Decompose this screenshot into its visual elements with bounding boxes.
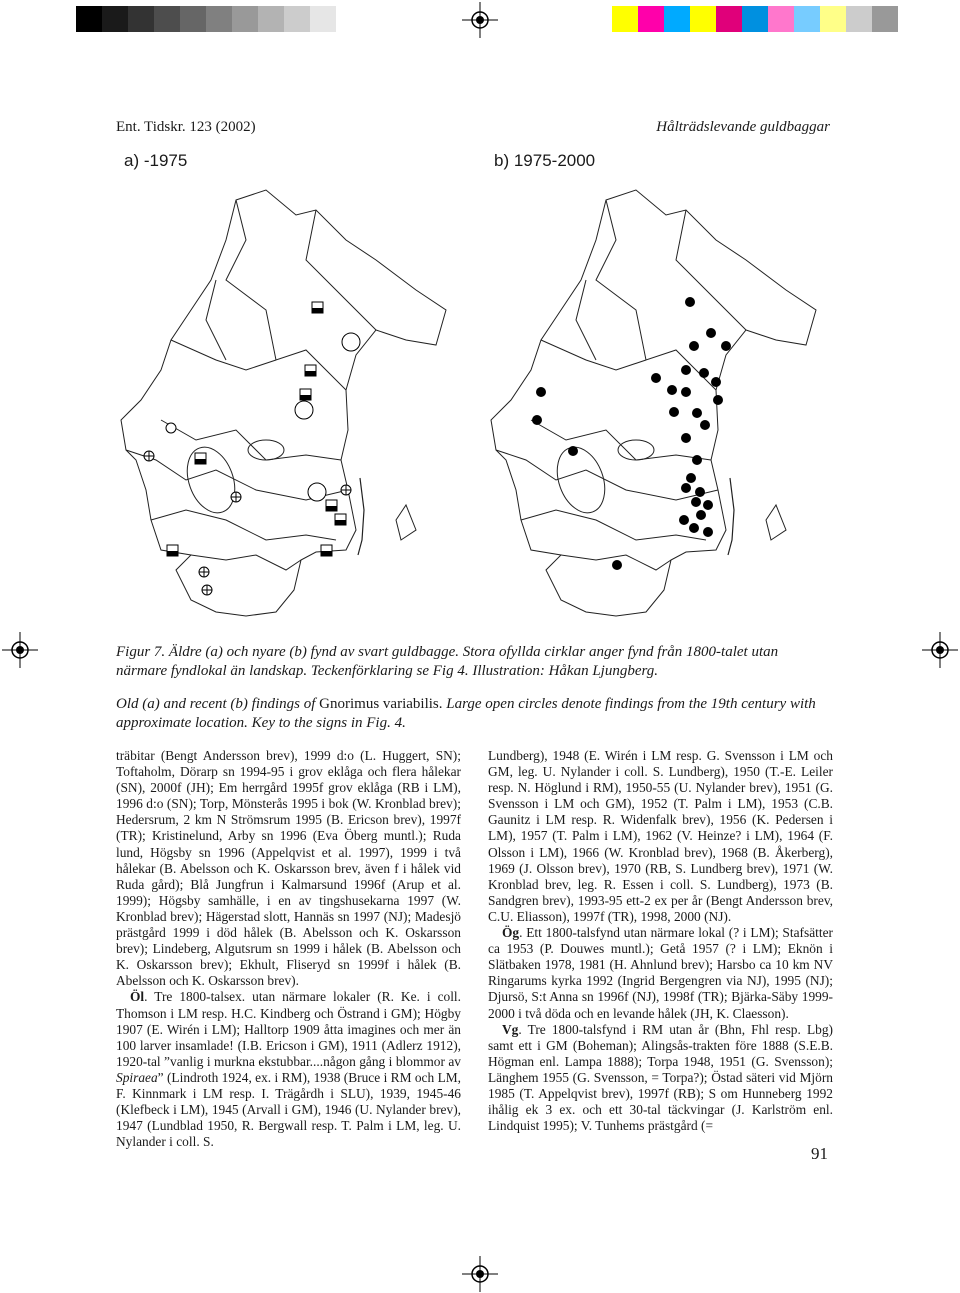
right-paragraph-3 bbox=[488, 1022, 833, 1135]
caption-en-pre: Old (a) and recent (b) findings of bbox=[116, 696, 320, 712]
left-p2-tail: ” (Lindroth 1924, ex. i RM), 1938 (Bruce i RM och LM, F. Kinnmark i LM resp. I. Trägårdh i SLU), 1939, 1945-46 (Klefbeck i LM), 1945 (Arvall i GM), 1946 (U. Nylander brev), 1947 (Lundblad 1950, R. Bergwall resp. T. Palm i LM, leg. U. Nylander i coll. S. bbox=[116, 1069, 461, 1150]
marker-filled-circle bbox=[685, 297, 695, 307]
page-number: 91 bbox=[811, 1144, 828, 1163]
left-paragraph-1: träbitar (Bengt Andersson brev), 1999 d:o (L. Huggert, SN); Toftaholm, Dörarp sn 1994-95 i grov eklåga och flera hålekar (SN), 2000f (JH); Em herrgård 1995f grov eklåga (RB i LM), 1996 d:o (SN); Torp, Mönsterås 1995 i bok (W. Kronblad brev); Hedersrum, 2 km N Strömsrum 1995 (B. Ericson brev), 1997f (TR); Kristinelund, Arby sn 1996 (Eva Öberg muntl.); Ruda lund, Högsby sn 1996 (Appelqvist et al. 1997), 1999 i två hålekar (B. Abelsson och K. Oskarsson brev, även f i hålek vid Ruda gård); Blå Jungfrun i Kalmarsund 1996f (Arup et al. 1999); Högsby samhälle, i en av tingshusekarna 1997 (W. Kronblad brev); Hägerstad slott, Hannäs sn 1997 (NJ); Madesjö prästgård 1999 i död hålek (B. Abelsson och K. Oskarsson brev); Lindeberg, Algutsrum sn 1999 i hålek (B. Abelsson och K. Oskarsson brev); Ekhult, Fliseryd sn 1999f i hålek (B. Abelsson och K. Oskarsson brev). bbox=[116, 748, 461, 989]
registration-mark-left-icon bbox=[2, 632, 38, 668]
color-registration-bar bbox=[612, 6, 898, 32]
province-oland: Öl bbox=[130, 989, 145, 1005]
caption-en-post: Large open circles denote findings from the 19th century with approximate location. Key to the signs in Fig. 4. bbox=[116, 696, 816, 731]
map-a-southern-sweden bbox=[116, 160, 456, 640]
article-running-title: Hålträdslevande guldbaggar bbox=[656, 119, 830, 135]
registration-mark-bottom-icon bbox=[462, 1256, 498, 1292]
map-b-southern-sweden bbox=[486, 160, 826, 640]
figure-caption-english bbox=[116, 695, 830, 733]
marker-large-open-circle bbox=[342, 333, 360, 351]
map-a-label: a) -1975 bbox=[124, 151, 188, 170]
grayscale-registration-bar bbox=[76, 6, 336, 32]
right-p3-text: . Tre 1800-talsfynd i RM utan år (Bhn, Fhl resp. Lbg) samt ett i GM (Boheman); Alingsås-trakten före 1888 (S.E.B. Högman enl. Lampa 1888); Torpa 1948, 1951 (G. Svensson); Länghem 1955 (G. Svensson, = Torpa?); Östad säteri vid Mjörn 1985 (T. Appelqvist brev), 1997f (RB); S om Hunneberg 1992 ihålig ek 3 ex. och ett 30-tal täckvingar (J. Karlström enl. Lindquist 1995); V. Tunhems prästgård (= bbox=[488, 1021, 833, 1134]
registration-mark-right-icon bbox=[922, 632, 958, 668]
map-a-markers bbox=[144, 302, 360, 595]
map-b-outline bbox=[491, 190, 816, 616]
left-p2-text: . Tre 1800-talsex. utan närmare lokaler (R. Ke. i coll. Thomson i LM resp. H.C. Kindberg och Östrand i GM); Högby 1907 (E. Wirén i LM); Halltorp 1909 åtta imagines och mer än 100 larver insamlade! (I.B. Ericson i GM), 1911 (Adlerz 1912), 1920-tal ”vanlig i murkna ekstubbar....någon gång i blommor av bbox=[116, 989, 461, 1069]
province-vastergotland: Vg bbox=[502, 1021, 519, 1037]
left-column bbox=[116, 748, 461, 1150]
right-paragraph-1: Lundberg), 1948 (E. Wirén i LM resp. G. Svensson i LM och GM, leg. U. Nylander i coll. S. Lundberg), 1950 (T.-E. Leiler resp. N. Höglund i RM), 1950-55 (U. Nylander brev), 1951 (G. Svensson i LM och GM), 1952 (T. Palm i LM), 1953 (C.B. Gaunitz i LM resp. R. Widenfalk brev), 1956 (K. Pedersen i LM), 1957 (T. Palm i LM), 1962 (V. Heinze? i LM), 1964 (F. Olsson i LM), 1966 (W. Kronblad brev), 1968 (B. Åkerberg), 1969 (J. Olsson brev), 1970 (RB, S. Lundberg brev), 1971 (W. Kronblad brev, leg. R. Essen i coll. S. Lundberg), 1973 (B. Sandgren brev), 1993-95 ett-2 ex per år (Bengt Andersson brev, C.U. Eliasson), 1997f (TR), 1998, 2000 (NJ). bbox=[488, 748, 833, 924]
caption-species-name: Gnorimus variabilis. bbox=[319, 696, 443, 712]
right-p2-text: . Ett 1800-talsfynd utan närmare lokal (? i LM); Stafsätter ca 1953 (P. Douwes muntl.); Getå 1957 (? i LM); Eknön i Slätbaken 1978, 1981 (H. Ahnlund brev); Harsbo ca 10 km NV Ringarums kyrka 1992 (Ingrid Bergengren via NJ), 1995 (NJ); Djursö, S:t Anna sn 1996f (NJ), 1998f (TR); Bjärka-Säby 1999-2000 i två döda och en levande hålek (JH, K. Claesson). bbox=[488, 925, 833, 1021]
right-paragraph-2 bbox=[488, 925, 833, 1022]
figure-caption-swedish: Figur 7. Äldre (a) och nyare (b) fynd av svart guldbagge. Stora ofyllda cirklar anger fynd från 1800-talet utan närmare fyndlokal än landskap. Teckenförklaring se Fig 4. Illustration: Håkan Ljungberg. bbox=[116, 644, 779, 679]
map-b-markers bbox=[532, 297, 731, 570]
journal-header: Ent. Tidskr. 123 (2002) bbox=[116, 119, 256, 135]
province-ostergotland: Ög bbox=[502, 925, 520, 941]
registration-mark-top-icon bbox=[462, 2, 498, 38]
left-p2-italic: Spiraea bbox=[116, 1069, 158, 1085]
right-column bbox=[488, 748, 833, 1134]
left-paragraph-2 bbox=[116, 989, 461, 1150]
map-b-label: b) 1975-2000 bbox=[494, 151, 596, 170]
